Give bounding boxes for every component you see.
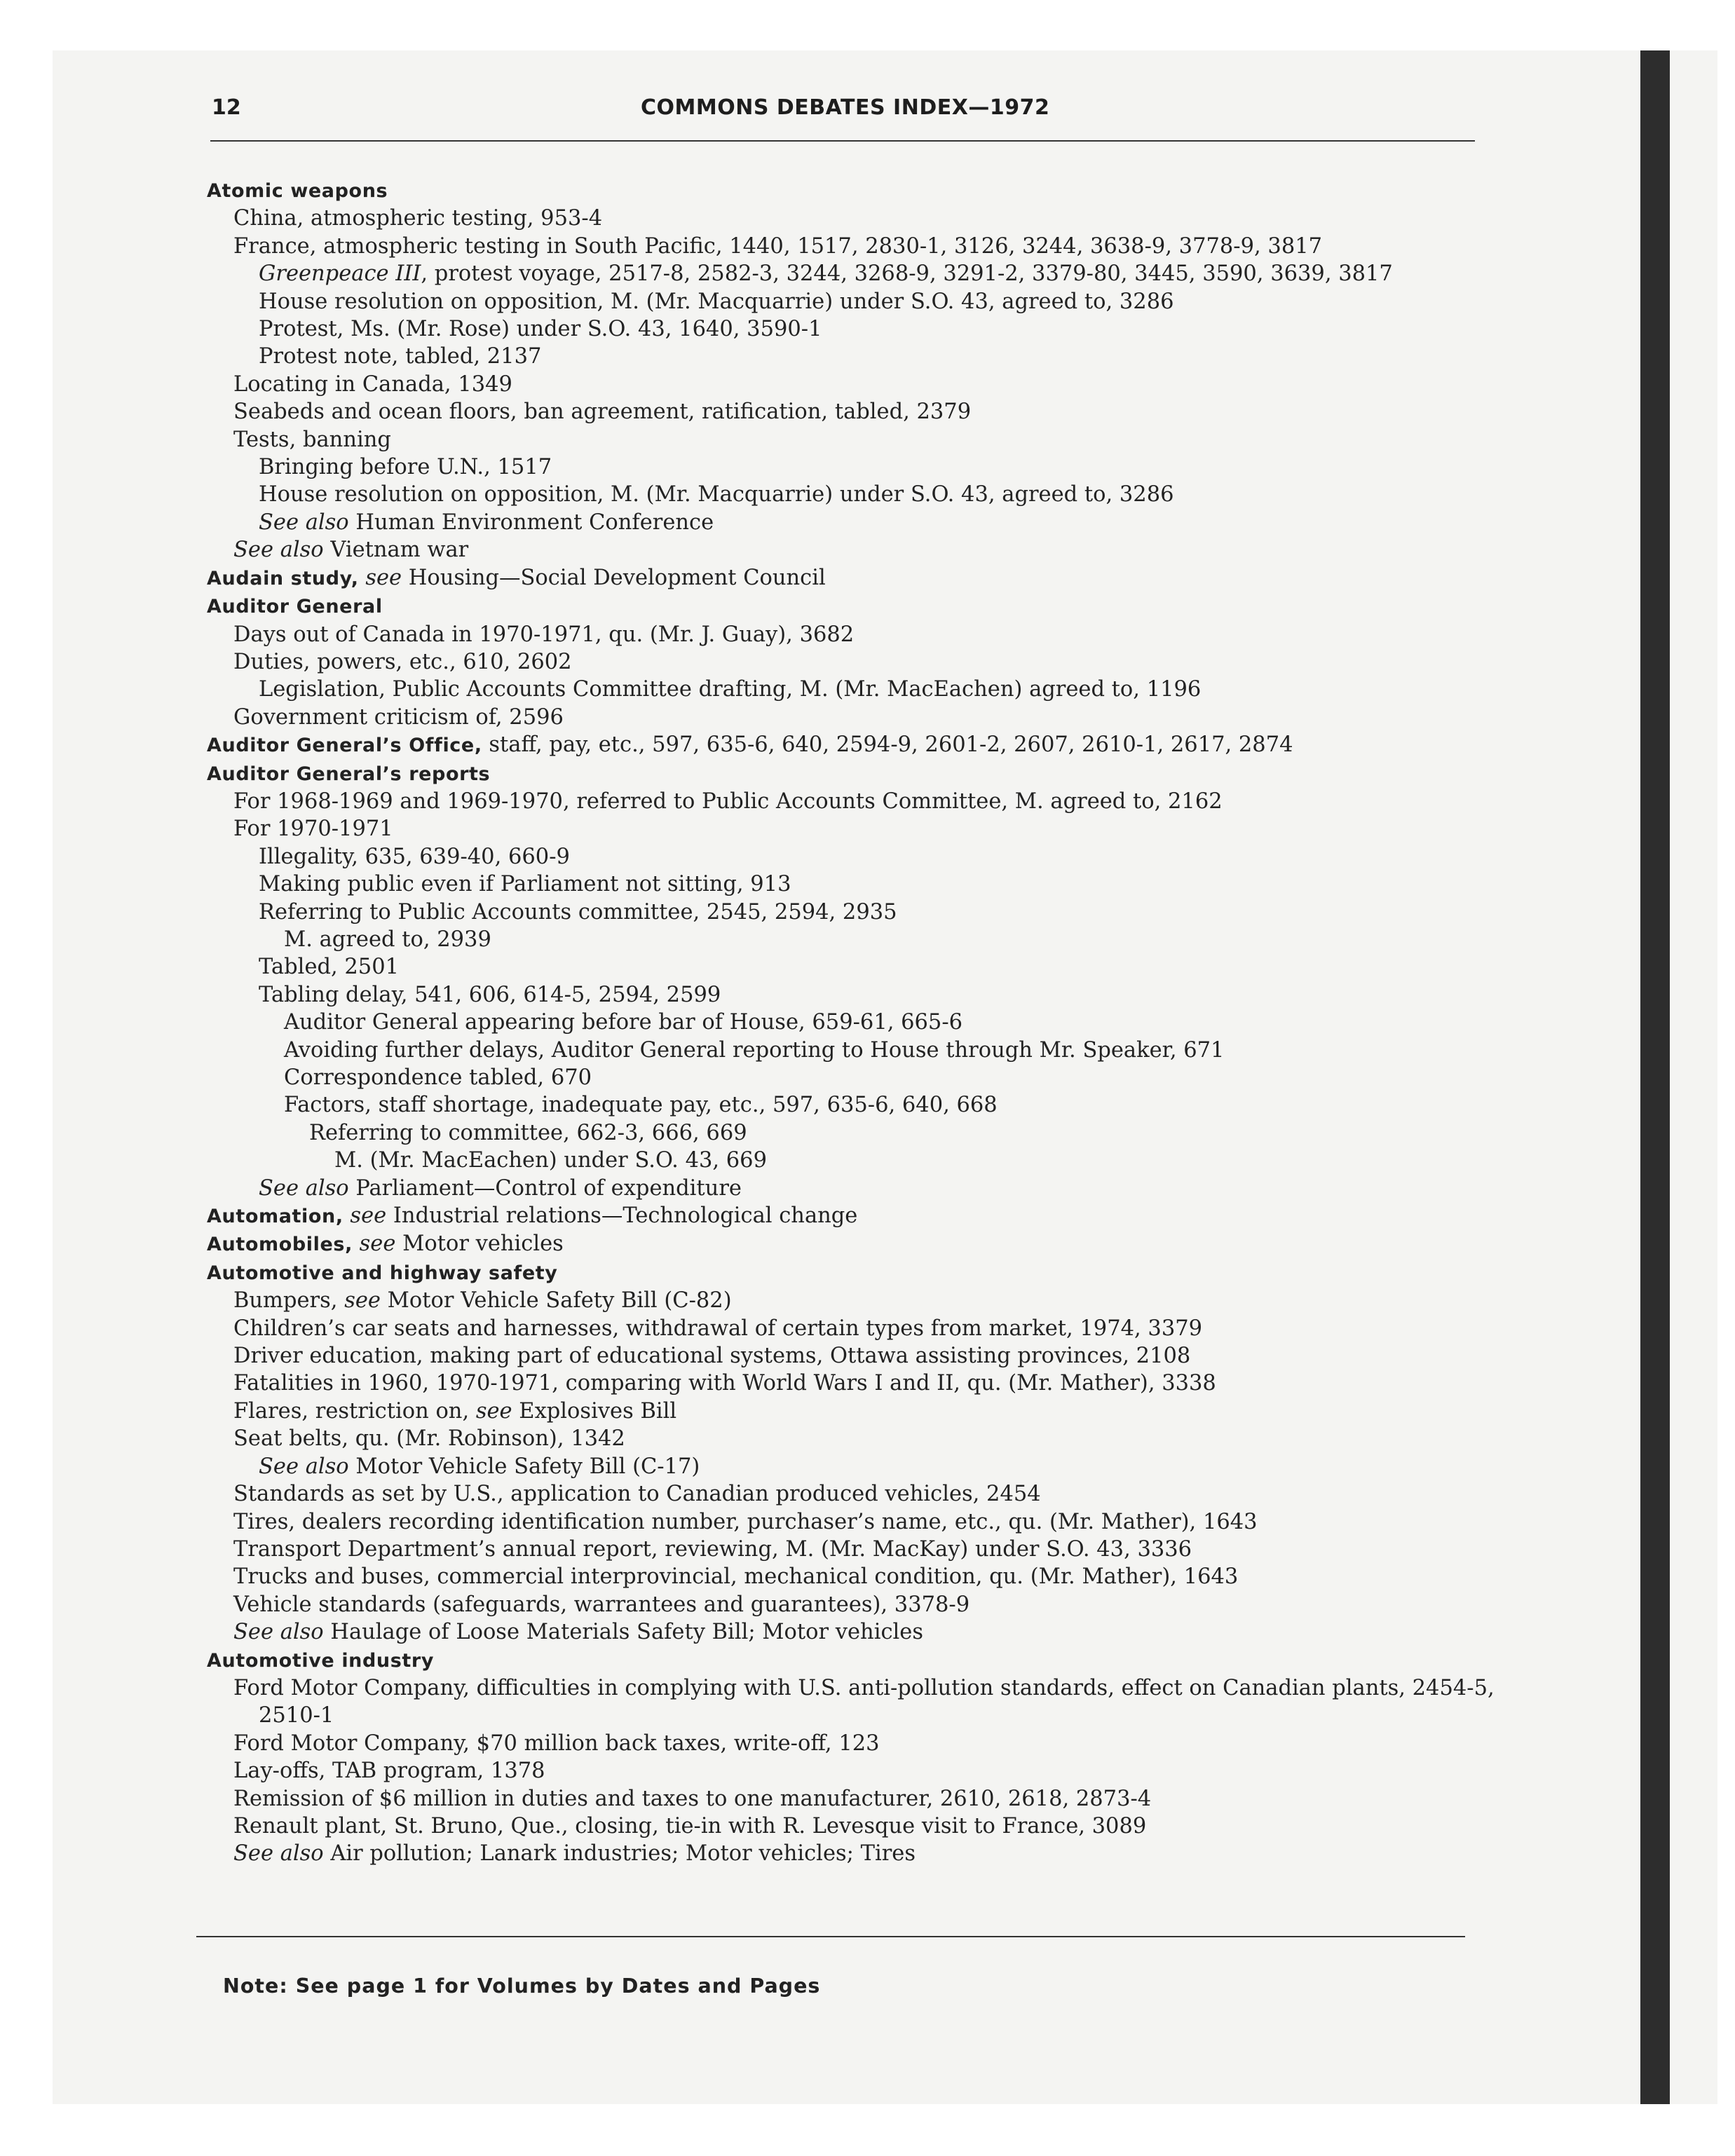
entry-text: Protest, Ms. (Mr. Rose) under S.O. 43, 1640, 3590-1 (259, 317, 822, 342)
index-subentry-line (207, 1037, 1497, 1064)
entry-text: Bumpers, (233, 1288, 345, 1314)
index-subentry-line (207, 398, 1497, 425)
index-subentry-line (207, 1480, 1497, 1508)
cross-reference-text: see (350, 1203, 387, 1229)
entry-text: Seat belts, qu. (Mr. Robinson), 1342 (233, 1426, 625, 1452)
index-subentry-line (207, 704, 1497, 731)
entry-text: Bringing before U.N., 1517 (259, 455, 552, 480)
cross-reference-text: See also (233, 1841, 324, 1867)
entry-text: Parliament—Control of expenditure (348, 1175, 742, 1201)
index-subentry-line (207, 1175, 1497, 1202)
index-heading-line (207, 1646, 1497, 1674)
page-number: 12 (212, 95, 241, 120)
entry-heading: Audain study, (207, 567, 359, 589)
index-subentry-line (207, 1147, 1497, 1174)
index-subentry-line (207, 453, 1497, 481)
entry-heading: Automotive industry (207, 1649, 435, 1672)
entry-text: Industrial relations—Technological change (386, 1203, 858, 1229)
entry-text: Driver education, making part of educational systems, Ottawa assisting provinces, 2108 (233, 1344, 1191, 1369)
index-subentry-line (207, 1119, 1497, 1147)
index-subentry-line (207, 676, 1497, 703)
entry-text: M. agreed to, 2939 (284, 927, 491, 952)
index-heading-line (207, 177, 1497, 205)
index-subentry-line (207, 1398, 1497, 1425)
entry-text (359, 566, 366, 590)
index-subentry-line (207, 288, 1497, 315)
entry-text: Motor Vehicle Safety Bill (C-82) (380, 1288, 732, 1314)
index-heading-line (207, 1230, 1497, 1258)
entry-text: Correspondence tabled, 670 (284, 1065, 592, 1090)
entry-text: Ford Motor Company, $70 million back taxes, write-off, 123 (233, 1731, 880, 1756)
index-subentry-line (207, 815, 1497, 842)
entry-text: Human Environment Conference (348, 510, 714, 535)
index-subentry-line (207, 1563, 1497, 1590)
index-subentry-line (207, 953, 1497, 981)
entry-text: Vietnam war (323, 538, 469, 563)
entry-text: Auditor General appearing before bar of House, 659-61, 665-6 (284, 1010, 963, 1035)
index-subentry-line (207, 981, 1497, 1009)
entry-text: Motor vehicles (395, 1231, 564, 1257)
entry-text: Tabling delay, 541, 606, 614-5, 2594, 2599 (259, 982, 721, 1007)
entry-text: Haulage of Loose Materials Safety Bill; Motor vehicles (323, 1620, 923, 1645)
index-subentry-line (207, 1757, 1497, 1785)
entry-heading: Auditor General (207, 596, 383, 618)
entry-text: Duties, powers, etc., 610, 2602 (233, 649, 572, 674)
running-title: COMMONS DEBATES INDEX—1972 (641, 95, 1050, 120)
index-entries (207, 177, 1497, 1868)
index-subentry-line (207, 509, 1497, 536)
index-subentry-line (207, 1315, 1497, 1342)
entry-text: Flares, restriction on, (233, 1398, 476, 1424)
entry-heading: Auditor General’s reports (207, 763, 491, 785)
index-subentry-line (207, 871, 1497, 898)
entry-text: Avoiding further delays, Auditor General reporting to House through Mr. Speaker, 671 (284, 1037, 1225, 1063)
entry-text: Transport Department’s annual report, reviewing, M. (Mr. MacKay) under S.O. 43, 3336 (233, 1536, 1192, 1562)
cross-reference-text: see (365, 565, 402, 590)
entry-text: Trucks and buses, commercial interprovincial, mechanical condition, qu. (Mr. Mather), 1643 (233, 1564, 1239, 1590)
entry-text: For 1968-1969 and 1969-1970, referred to Public Accounts Committee, M. agreed to, 2162 (233, 789, 1223, 814)
cross-reference-text: See also (259, 1175, 349, 1201)
index-subentry-line (207, 343, 1497, 370)
index-subentry-line (207, 371, 1497, 398)
entry-text: Motor Vehicle Safety Bill (C-17) (348, 1454, 700, 1479)
entry-text: France, atmospheric testing in South Pacific, 1440, 1517, 2830-1, 3126, 3244, 3638-9, 3778-9, 3817 (233, 233, 1323, 259)
index-subentry-line (207, 1840, 1497, 1867)
cross-reference-text: see (475, 1398, 512, 1424)
index-heading-line (207, 564, 1497, 592)
cross-reference-text: See also (233, 538, 324, 563)
index-subentry-line (207, 1064, 1497, 1091)
index-heading-line (207, 592, 1497, 620)
cross-reference-text: See also (233, 1620, 324, 1645)
header-rule (210, 140, 1475, 142)
cross-reference-text: see (344, 1288, 381, 1314)
index-subentry-line (207, 648, 1497, 676)
index-subentry-line (207, 788, 1497, 815)
index-subentry-line (207, 481, 1497, 508)
index-subentry-line (207, 260, 1497, 287)
entry-text: Renault plant, St. Bruno, Que., closing, tie-in with R. Levesque visit to France, 3089 (233, 1813, 1147, 1838)
entry-heading: Atomic weapons (207, 180, 388, 202)
index-subentry-line (207, 426, 1497, 453)
entry-text: Making public even if Parliament not sitting, 913 (259, 872, 791, 897)
index-subentry-line (207, 1009, 1497, 1036)
entry-text: Tires, dealers recording identification number, purchaser’s name, etc., qu. (Mr. Mather), 1643 (233, 1509, 1258, 1534)
entry-text: Ford Motor Company, difficulties in complying with U.S. anti-pollution standards, effect on Canadian plants, 2454-5, 2510-1 (233, 1675, 1495, 1728)
index-subentry-line (207, 536, 1497, 564)
index-subentry-line (207, 1674, 1497, 1730)
entry-text: Housing—Social Development Council (402, 565, 826, 590)
entry-text: Lay-offs, TAB program, 1378 (233, 1759, 545, 1784)
entry-heading: Auditor General’s Office, (207, 735, 482, 757)
entry-text: Standards as set by U.S., application to Canadian produced vehicles, 2454 (233, 1482, 1041, 1507)
index-subentry-line (207, 205, 1497, 232)
entry-text: For 1970-1971 (233, 817, 393, 842)
entry-text: , protest voyage, 2517-8, 2582-3, 3244, 3268-9, 3291-2, 3379-80, 3445, 3590, 3639, 3817 (421, 261, 1393, 287)
index-subentry-line (207, 1591, 1497, 1618)
index-heading-line (207, 1202, 1497, 1230)
entry-heading: Automotive and highway safety (207, 1262, 558, 1284)
entry-text: China, atmospheric testing, 953-4 (233, 206, 603, 231)
entry-text: Factors, staff shortage, inadequate pay, etc., 597, 635-6, 640, 668 (284, 1093, 998, 1118)
entry-text: M. (Mr. MacEachen) under S.O. 43, 669 (334, 1148, 767, 1173)
entry-text: Explosives Bill (512, 1398, 677, 1424)
index-subentry-line (207, 315, 1497, 343)
scan-edge-shadow (1640, 50, 1670, 2104)
index-subentry-line (207, 1287, 1497, 1314)
index-heading-line (207, 760, 1497, 788)
index-subentry-line (207, 1425, 1497, 1452)
cross-reference-text: see (359, 1231, 396, 1257)
index-subentry-line (207, 1730, 1497, 1757)
cross-reference-text: See also (259, 510, 349, 535)
index-subentry-line (207, 1813, 1497, 1840)
entry-text: House resolution on opposition, M. (Mr. Macquarrie) under S.O. 43, agreed to, 3286 (259, 289, 1174, 314)
index-subentry-line (207, 1370, 1497, 1397)
entry-text: Legislation, Public Accounts Committee drafting, M. (Mr. MacEachen) agreed to, 1196 (259, 677, 1202, 702)
entry-text: Locating in Canada, 1349 (233, 371, 512, 397)
index-subentry-line (207, 1536, 1497, 1563)
index-subentry-line (207, 1342, 1497, 1370)
index-subentry-line (207, 1453, 1497, 1480)
entry-text: Tabled, 2501 (259, 955, 400, 980)
footnote: Note: See page 1 for Volumes by Dates and Pages (223, 1974, 821, 1998)
entry-text: Remission of $6 million in duties and taxes to one manufacturer, 2610, 2618, 2873-4 (233, 1786, 1152, 1811)
entry-text: Fatalities in 1960, 1970-1971, comparing with World Wars I and II, qu. (Mr. Mather), 3338 (233, 1371, 1216, 1396)
entry-text: Days out of Canada in 1970-1971, qu. (Mr. J. Guay), 3682 (233, 622, 855, 647)
entry-text: Air pollution; Lanark industries; Motor vehicles; Tires (323, 1841, 916, 1867)
entry-heading: Automobiles, (207, 1234, 353, 1256)
cross-reference-text: See also (259, 1454, 349, 1479)
index-subentry-line (207, 621, 1497, 648)
entry-text: Children’s car seats and harnesses, withdrawal of certain types from market, 1974, 3379 (233, 1316, 1203, 1341)
cross-reference-text: Greenpeace III (259, 261, 421, 287)
entry-text: Tests, banning (233, 427, 391, 452)
index-heading-line (207, 731, 1497, 759)
entry-text: staff, pay, etc., 597, 635-6, 640, 2594-9, 2601-2, 2607, 2610-1, 2617, 2874 (482, 732, 1293, 758)
index-subentry-line (207, 1091, 1497, 1119)
entry-text: Government criticism of, 2596 (233, 704, 564, 730)
index-heading-line (207, 1259, 1497, 1287)
entry-text: Referring to committee, 662-3, 666, 669 (309, 1120, 747, 1145)
index-subentry-line (207, 1508, 1497, 1536)
entry-text: Seabeds and ocean floors, ban agreement, ratification, tabled, 2379 (233, 400, 972, 425)
entry-text: Referring to Public Accounts committee, 2545, 2594, 2935 (259, 899, 897, 925)
entry-text (343, 1203, 351, 1228)
footer-rule (196, 1936, 1465, 1937)
index-subentry-line (207, 1785, 1497, 1813)
entry-heading: Automation, (207, 1206, 343, 1228)
index-subentry-line (207, 843, 1497, 871)
index-subentry-line (207, 899, 1497, 926)
index-subentry-line (207, 233, 1497, 260)
entry-text: Protest note, tabled, 2137 (259, 344, 542, 369)
entry-text (353, 1231, 360, 1256)
entry-text: House resolution on opposition, M. (Mr. Macquarrie) under S.O. 43, agreed to, 3286 (259, 482, 1174, 507)
entry-text: Illegality, 635, 639-40, 660-9 (259, 844, 570, 869)
index-subentry-line (207, 926, 1497, 953)
entry-text: Vehicle standards (safeguards, warrantees and guarantees), 3378-9 (233, 1592, 970, 1617)
index-subentry-line (207, 1618, 1497, 1646)
